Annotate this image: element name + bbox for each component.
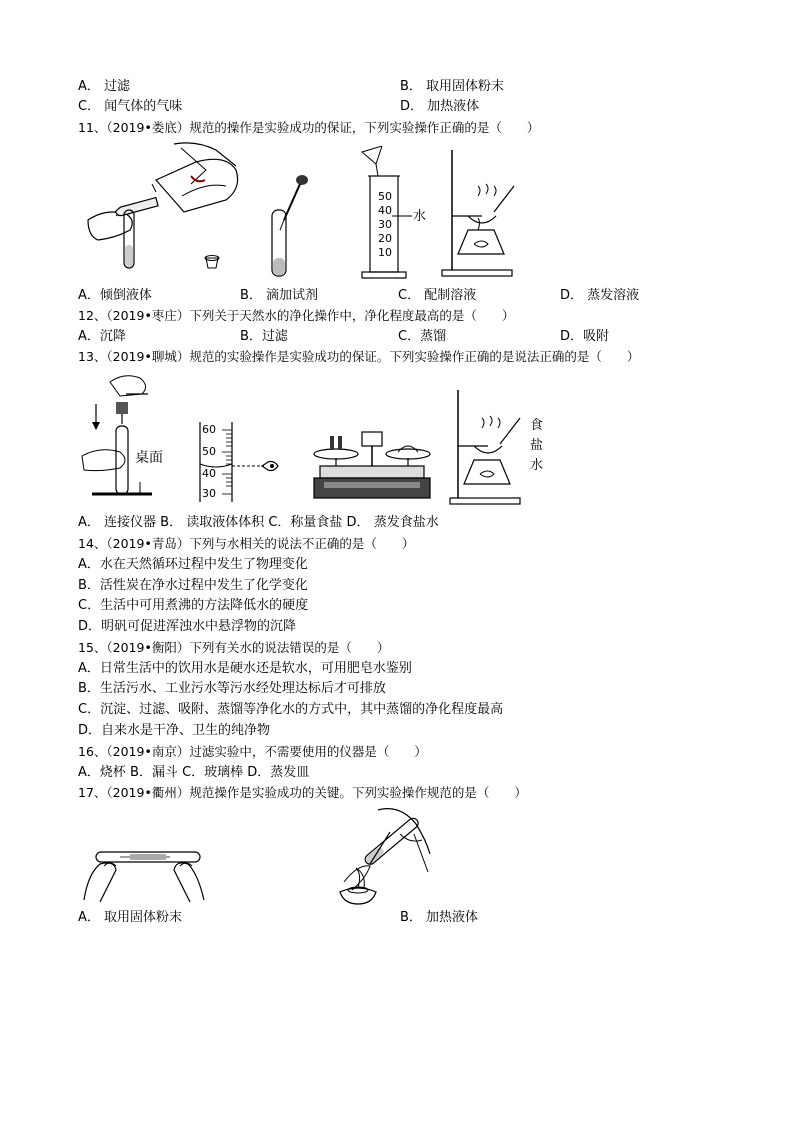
pour-liquid-figure [86, 140, 244, 280]
q17-option-a: A． 取用固体粉末 [78, 910, 183, 925]
q11-stem: 11、（2019•娄底）规范的操作是实验成功的保证，下列实验操作正确的是（ ） [78, 120, 540, 135]
q13-cyl-tick-60: 60 [202, 423, 216, 436]
q11-option-a: A．倾倒液体 [78, 288, 152, 303]
q10-option-b: B． 取用固体粉末 [400, 79, 505, 94]
q11-cyl-tick-30: 30 [378, 218, 392, 231]
q11-cyl-tick-10: 10 [378, 246, 392, 259]
q12-option-d: D．吸附 [560, 329, 610, 344]
q11-cyl-tick-20: 20 [378, 232, 392, 245]
balance-figure [310, 428, 434, 504]
q11-water-label: 水 [413, 209, 427, 224]
q16-options: A．烧杯 B．漏斗 C．玻璃棒 D．蒸发皿 [78, 765, 310, 780]
q12-option-b: B．过滤 [240, 329, 288, 344]
q14-option-b: B．活性炭在净水过程中发生了化学变化 [78, 578, 308, 593]
q13-table-label: 桌面 [135, 450, 163, 466]
q13-stem: 13、（2019•聊城）规范的实验操作是实验成功的保证。下列实验操作正确的是说法正确的是（ ） [78, 349, 640, 364]
q13-cyl-tick-40: 40 [202, 467, 216, 480]
q17-stem: 17、（2019•衢州）规范操作是实验成功的关键。下列实验操作规范的是（ ） [78, 785, 527, 800]
q15-stem: 15、（2019•衡阳）下列有关水的说法错误的是（ ） [78, 640, 390, 655]
q15-option-c: C．沉淀、过滤、吸附、蒸馏等净化水的方式中，其中蒸馏的净化程度最高 [78, 702, 504, 717]
q15-option-d: D．自来水是干净、卫生的纯净物 [78, 723, 271, 738]
q10-option-a: A． 过滤 [78, 79, 131, 94]
q12-option-a: A．沉降 [78, 329, 126, 344]
q15-option-a: A．日常生活中的饮用水是硬水还是软水，可用肥皂水鉴别 [78, 661, 412, 676]
q17-option-b: B． 加热液体 [400, 910, 479, 925]
dropper-figure [264, 172, 314, 280]
q11-option-b: B． 滴加试剂 [240, 288, 319, 303]
q14-option-d: D．明矾可促进浑浊水中悬浮物的沉降 [78, 619, 297, 634]
powder-sampling-figure [80, 830, 208, 904]
q12-stem: 12、（2019•枣庄）下列关于天然水的净化操作中，净化程度最高的是（ ） [78, 308, 515, 323]
q13-salt-label-1: 食 [530, 418, 544, 433]
heating-liquid-figure [330, 804, 434, 908]
q13-cyl-tick-30: 30 [202, 487, 216, 500]
q14-option-a: A．水在天然循环过程中发生了物理变化 [78, 557, 308, 572]
q11-option-c: C． 配制溶液 [398, 288, 477, 303]
q11-cyl-tick-50: 50 [378, 190, 392, 203]
q13-salt-label-2: 盐 [530, 438, 544, 453]
q10-option-d: D． 加热液体 [400, 99, 480, 114]
q14-stem: 14、（2019•青岛）下列与水相关的说法不正确的是（ ） [78, 536, 415, 551]
q13-options: A． 连接仪器 B． 读取液体体积 C．称量食盐 D． 蒸发食盐水 [78, 515, 439, 530]
q13-salt-label-3: 水 [530, 458, 544, 473]
q13-cyl-tick-50: 50 [202, 445, 216, 458]
evaporate-figure [438, 150, 518, 278]
q10-option-c: C． 闻气体的气味 [78, 99, 183, 114]
connect-apparatus-figure [80, 372, 162, 504]
q15-option-b: B．生活污水、工业污水等污水经处理达标后才可排放 [78, 681, 386, 696]
q14-option-c: C．生活中可用煮沸的方法降低水的硬度 [78, 598, 309, 613]
q11-cyl-tick-40: 40 [378, 204, 392, 217]
q11-option-d: D． 蒸发溶液 [560, 288, 640, 303]
q12-option-c: C．蒸馏 [398, 329, 447, 344]
evaporate-salt-figure [448, 390, 524, 506]
q16-stem: 16、（2019•南京）过滤实验中，不需要使用的仪器是（ ） [78, 744, 427, 759]
